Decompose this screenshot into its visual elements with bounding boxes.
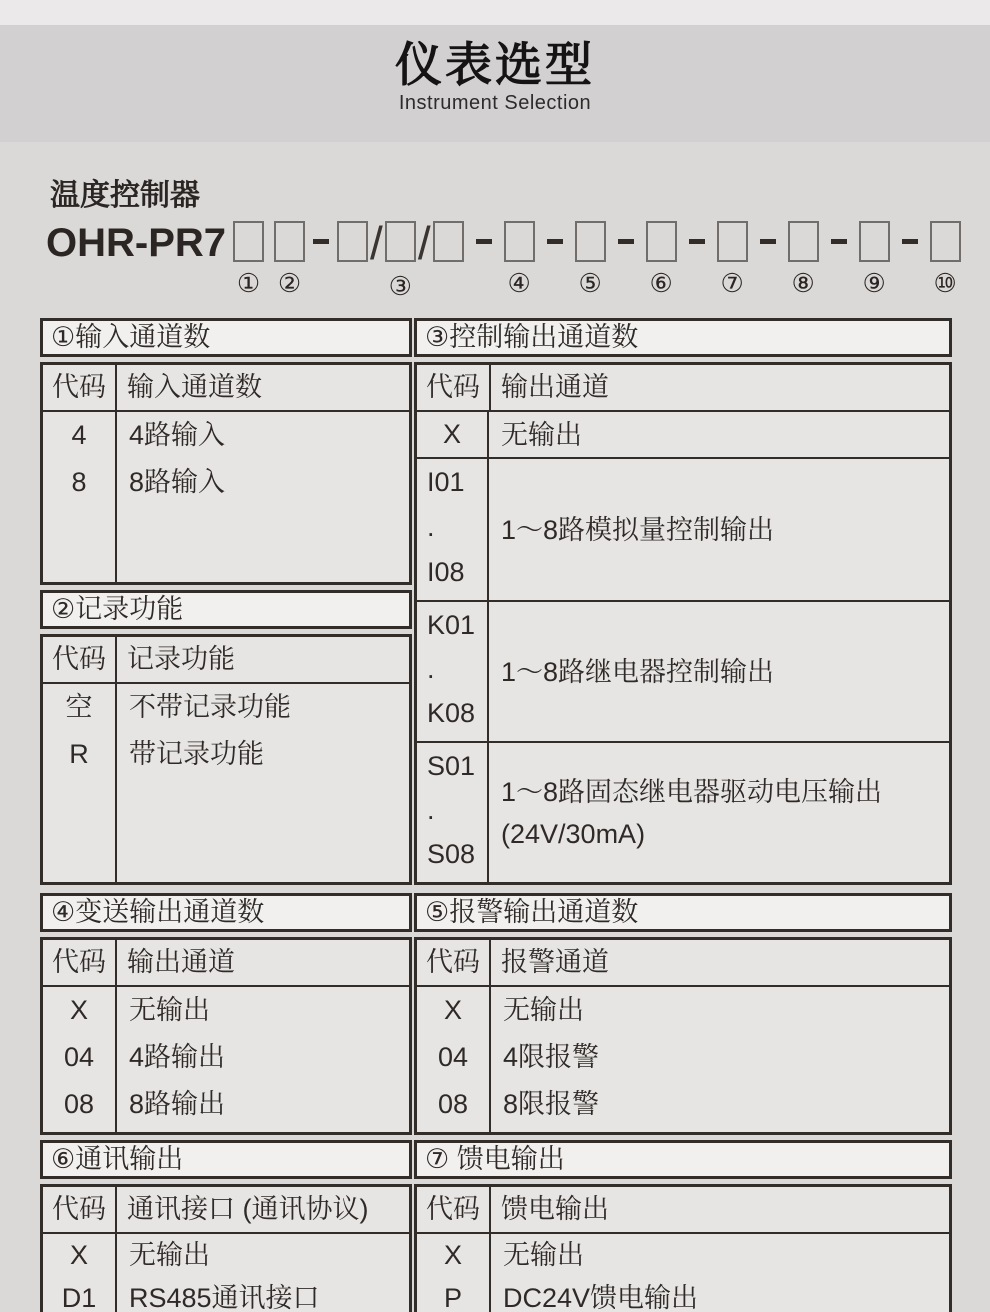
desc-value: 8限报警 xyxy=(503,1089,600,1119)
code-box xyxy=(859,221,890,262)
header-band xyxy=(0,25,990,142)
code-box xyxy=(337,221,368,262)
code-value: X xyxy=(69,995,88,1025)
code-position-8 xyxy=(788,221,819,298)
section-title: ③控制输出通道数 xyxy=(414,318,952,357)
position-label: ④ xyxy=(507,269,531,298)
code-column xyxy=(43,684,117,882)
desc-value: RS485通讯接口 xyxy=(129,1283,320,1312)
code-position-2 xyxy=(274,221,305,298)
table xyxy=(40,362,412,585)
section-title: ⑥通讯输出 xyxy=(40,1140,412,1179)
slash-separator: / xyxy=(370,217,383,269)
col-header-code: 代码 xyxy=(43,637,117,682)
desc-value: 4路输出 xyxy=(129,1042,226,1072)
code-value: 04 xyxy=(63,1042,95,1072)
desc-value: 带记录功能 xyxy=(129,739,264,769)
col-header-code: 代码 xyxy=(43,1187,117,1232)
table-body xyxy=(43,987,409,1132)
code-position-10 xyxy=(930,221,961,298)
section-title: ⑤报警输出通道数 xyxy=(414,893,952,932)
col-header-code: 代码 xyxy=(43,365,117,410)
desc-value: 8路输出 xyxy=(129,1089,226,1119)
desc-value: 无输出 xyxy=(129,1240,210,1270)
col-header-desc: 记录功能 xyxy=(127,644,235,674)
dash-separator xyxy=(618,239,634,244)
position-label: ⑨ xyxy=(862,269,886,298)
code-position-1 xyxy=(233,221,264,298)
code-box xyxy=(385,221,416,262)
code-value: 8 xyxy=(71,467,87,497)
table-body xyxy=(43,1234,409,1312)
section-2-record-function xyxy=(40,590,412,885)
code-cell: S01 . S08 xyxy=(417,743,489,882)
code-cell: I01 . I08 xyxy=(417,459,489,600)
col-header-desc: 馈电输出 xyxy=(501,1194,609,1224)
code-value: 空 xyxy=(65,692,93,722)
desc-cell: 1～8路固态继电器驱动电压输出 (24V/30mA) xyxy=(501,776,883,849)
desc-column xyxy=(117,684,409,882)
table-body xyxy=(417,987,949,1132)
code-box xyxy=(930,221,961,262)
table-header xyxy=(43,365,409,412)
desc-cell: 1～8路模拟量控制输出 xyxy=(501,514,775,545)
model-code-row xyxy=(46,217,961,301)
desc-value: 不带记录功能 xyxy=(129,692,291,722)
desc-value: DC24V馈电输出 xyxy=(503,1283,699,1312)
code-position-4 xyxy=(504,221,535,298)
code-box xyxy=(646,221,677,262)
table xyxy=(414,937,952,1135)
position-label: ⑥ xyxy=(649,269,673,298)
table-body xyxy=(43,684,409,882)
table-header xyxy=(417,1187,949,1234)
table-header xyxy=(417,365,949,412)
section-3-control-output xyxy=(414,318,952,885)
table-row xyxy=(417,743,949,882)
code-box xyxy=(433,221,464,262)
section-title: ④变送输出通道数 xyxy=(40,893,412,932)
table xyxy=(414,1184,952,1312)
col-header-code: 代码 xyxy=(417,940,491,985)
table-header xyxy=(43,637,409,684)
code-value: 08 xyxy=(437,1089,469,1119)
position-label: ⑤ xyxy=(578,269,602,298)
product-name: 温度控制器 xyxy=(50,179,200,212)
col-header-desc: 输出通道 xyxy=(127,947,235,977)
desc-value: 4路输入 xyxy=(129,420,226,450)
table xyxy=(414,362,952,885)
table-header xyxy=(43,1187,409,1234)
code-column xyxy=(417,1234,491,1312)
col-header-code: 代码 xyxy=(417,365,491,410)
table xyxy=(40,1184,412,1312)
code-value: 08 xyxy=(63,1089,95,1119)
dash-separator xyxy=(476,239,492,244)
dash-separator xyxy=(689,239,705,244)
position-label: ⑦ xyxy=(720,269,744,298)
dash-separator xyxy=(902,239,918,244)
section-title: ⑦ 馈电输出 xyxy=(414,1140,952,1179)
dash-separator xyxy=(831,239,847,244)
page-title: 仪表选型 xyxy=(395,38,595,91)
slash-separator: / xyxy=(417,217,431,269)
code-column xyxy=(43,1234,117,1312)
code-value: R xyxy=(69,739,89,769)
code-box xyxy=(274,221,305,262)
desc-cell: 1～8路继电器控制输出 xyxy=(501,656,775,687)
col-header-desc: 输入通道数 xyxy=(127,372,262,402)
code-cell: K01 . K08 xyxy=(417,602,489,741)
desc-value: 8路输入 xyxy=(129,467,226,497)
code-value: 04 xyxy=(437,1042,469,1072)
position-label: ① xyxy=(236,269,261,298)
col-header-code: 代码 xyxy=(43,940,117,985)
col-header-code: 代码 xyxy=(417,1187,491,1232)
desc-value: 4限报警 xyxy=(503,1042,600,1072)
code-box xyxy=(575,221,606,262)
table-row xyxy=(417,602,949,743)
code-column xyxy=(417,987,491,1132)
desc-value: 无输出 xyxy=(503,995,584,1025)
table-header xyxy=(43,940,409,987)
desc-column xyxy=(491,1234,949,1312)
code-value: X xyxy=(69,1240,88,1270)
code-value: X xyxy=(443,1240,462,1270)
col-header-desc: 通讯接口 (通讯协议) xyxy=(127,1194,369,1224)
table-body xyxy=(417,412,949,882)
table-row xyxy=(417,459,949,602)
code-value: D1 xyxy=(61,1283,97,1312)
desc-value: 无输出 xyxy=(129,995,210,1025)
section-5-alarm-output xyxy=(414,893,952,1135)
code-value: X xyxy=(443,995,462,1025)
position-label: ⑩ xyxy=(933,269,957,298)
code-box xyxy=(504,221,535,262)
section-title: ①输入通道数 xyxy=(40,318,412,357)
section-6-comm-output xyxy=(40,1140,412,1312)
col-header-desc: 输出通道 xyxy=(501,372,609,402)
page-subtitle: Instrument Selection xyxy=(398,92,592,114)
section-4-transmit-output xyxy=(40,893,412,1135)
section-7-power-supply-output xyxy=(414,1140,952,1312)
code-position-3 xyxy=(337,217,464,301)
dash-separator xyxy=(547,239,563,244)
top-strip xyxy=(0,0,990,25)
table xyxy=(40,937,412,1135)
desc-column xyxy=(117,412,409,582)
table-row xyxy=(417,412,949,459)
desc-column xyxy=(117,1234,409,1312)
code-box xyxy=(788,221,819,262)
desc-column xyxy=(117,987,409,1132)
code-column xyxy=(43,412,117,582)
desc-cell: 无输出 xyxy=(501,419,582,450)
table-body xyxy=(43,412,409,582)
code-position-5 xyxy=(575,221,606,298)
position-label: ② xyxy=(277,269,302,298)
table-body xyxy=(417,1234,949,1312)
code-box xyxy=(233,221,264,262)
code-position-7 xyxy=(717,221,748,298)
section-1-input-channels xyxy=(40,318,412,585)
table xyxy=(40,634,412,885)
code-column xyxy=(43,987,117,1132)
code-position-6 xyxy=(646,221,677,298)
dash-separator xyxy=(313,239,329,244)
code-cell: X xyxy=(417,412,489,457)
code-box xyxy=(717,221,748,262)
table-header xyxy=(417,940,949,987)
desc-column xyxy=(491,987,949,1132)
code-position-9 xyxy=(859,221,890,298)
dash-separator xyxy=(760,239,776,244)
code-box-group xyxy=(337,217,464,269)
position-label: ⑧ xyxy=(791,269,815,298)
col-header-desc: 报警通道 xyxy=(501,947,609,977)
position-label: ③ xyxy=(388,272,412,301)
code-value: 4 xyxy=(71,420,87,450)
section-title: ②记录功能 xyxy=(40,590,412,629)
desc-value: 无输出 xyxy=(503,1240,584,1270)
code-value: P xyxy=(443,1283,462,1312)
model-prefix: OHR-PR7 xyxy=(46,221,227,265)
